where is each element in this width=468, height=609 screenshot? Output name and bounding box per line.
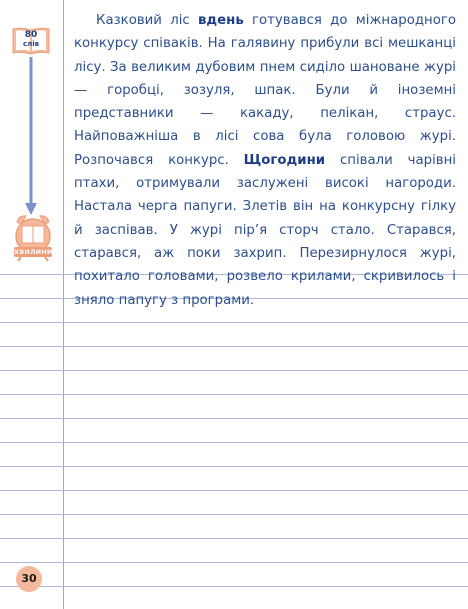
writing-line <box>0 586 468 587</box>
writing-line <box>0 538 468 539</box>
word-count-badge <box>12 27 50 57</box>
emphasized-word-shchohodyny: Щогодини <box>243 152 326 168</box>
emphasized-word-vden: вдень <box>197 13 244 28</box>
writing-line <box>0 514 468 515</box>
text-segment: співали чарівні птахи, отримували заслужені високі нагороди. Настала черга папуги. Злетів він на конкурсну гілку й заспівав. У журі пір’я сторч стало. Старався, старався, аж поки захрип. Перезирнулося журі, похитало головами, розвело крилами, скривилось і зняло папугу з програми. <box>74 152 456 308</box>
writing-line <box>0 346 468 347</box>
writing-line <box>0 322 468 323</box>
story-paragraph <box>74 9 456 312</box>
writing-line <box>0 394 468 395</box>
word-count: 80 <box>24 30 38 40</box>
text-segment: готувався до міжнародного конкурсу співаків. На галявину прибули всі мешканці лісу. За великим дубовим пнем сиділо шановане журі — горобці, зозуля, шпак. Були й іноземні представники — какаду, пелікан, страус. Найповажніша в лісі сова була головою журі. Розпочався конкурс. <box>74 13 456 168</box>
writing-line <box>0 442 468 443</box>
minutes-label: ХВИЛИНИ <box>14 248 53 256</box>
margin-line <box>63 0 64 609</box>
word-count-unit: слів <box>22 40 40 48</box>
page-number: 30 <box>21 572 37 585</box>
text-segment: Казковий ліс <box>96 13 198 28</box>
writing-line <box>0 370 468 371</box>
writing-line <box>0 490 468 491</box>
writing-line <box>0 418 468 419</box>
down-arrow-icon <box>24 57 38 217</box>
writing-line <box>0 466 468 467</box>
writing-line <box>0 562 468 563</box>
